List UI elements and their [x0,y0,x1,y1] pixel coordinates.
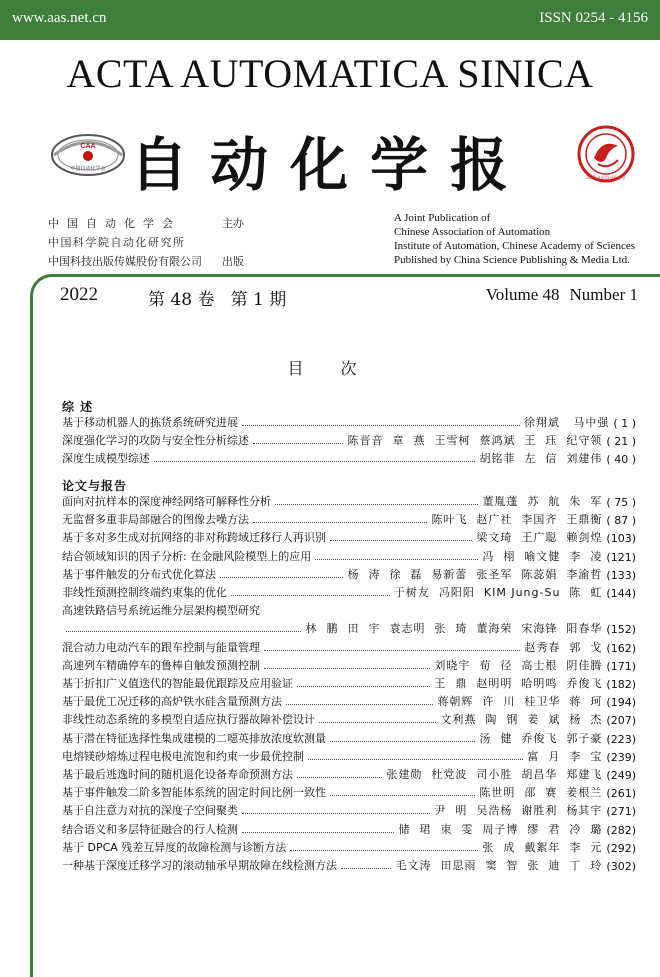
toc-entry-title: 高速铁路信号系统运维分层架构模型研究 [62,604,260,618]
toc-entry-authors: 张 成 戴絮年 李 元 [482,840,603,854]
toc-entry-authors: 赵秀春 郭 戈 [524,640,603,654]
toc-leader-dots [297,686,430,687]
toc-entry-title: 基于最优工况迁移的高炉铁水硅含量预测方法 [62,695,282,709]
toc-leader-dots [154,461,475,462]
caa-logo-subtext: 中国自动化学会 [70,166,106,172]
issue-volume-cn: 第 48 卷 第 1 期 [148,290,287,310]
toc-entry-title: 基于多对多生成对抗网络的非对称跨域迁移行人再识别 [62,531,326,545]
toc-entry[interactable] [62,564,636,582]
sponsor-role: 主办 [222,217,244,230]
toc-entry-title: 高速列车精确停车的鲁棒自触发预测控制 [62,658,260,672]
toc-entry-page: (207) [606,714,636,728]
toc-entry-page: ( 21 ) [606,435,636,449]
caa-logo-text: CAA [80,143,96,150]
toc-entry[interactable] [62,448,636,466]
toc-leader-dots [341,868,391,869]
toc-entry-authors: 尹 明 吴浩杨 谢胜利 杨其宇 [434,804,603,818]
sponsors-block [48,214,244,271]
toc-entry-authors: 胡铭菲 左 信 刘建伟 [479,452,603,466]
toc-leader-dots [330,741,475,742]
toc-entry-page: (223) [606,732,636,746]
toc-entry-title: 深度生成模型综述 [62,452,150,466]
toc-entry-authors: 蒋朝辉 许 川 桂卫华 蒋 珂 [437,695,603,709]
sponsor-row [48,252,244,271]
toc-entry[interactable] [62,527,636,545]
journal-title-en: ACTA AUTOMATICA SINICA [66,51,594,96]
toc-entry-authors: 汤 健 乔俊飞 郭子豪 [479,731,603,745]
toc-entry-authors: 刘晓宇 荀 径 高士根 阴佳腾 [434,658,603,672]
toc-entry[interactable] [62,855,636,873]
toc-entry-page: ( 1 ) [613,417,636,430]
toc-entry-authors: 林 鹏 田 宇 袁志明 张 琦 董海荣 宋海锋 阳春华 [305,622,603,636]
toc-entry-title: 结合领域知识的因子分析: 在金融风险模型上的应用 [62,549,312,563]
toc-entry[interactable] [62,491,636,509]
toc-entry-page: (261) [606,787,636,801]
joint-publication-line: Institute of Automation, Chinese Academy of Sciences [394,240,636,252]
toc-entry-authors: 富 月 李 宝 [527,749,603,763]
toc-entry[interactable] [62,782,636,800]
toc-leader-dots [330,795,475,796]
toc-entry-authors: 陈世明 邵 赛 姜根兰 [479,786,603,800]
toc-entry-authors: 陈晋音 章 燕 王雪柯 蔡鸿斌 王 珏 纪守领 [347,434,603,448]
toc-entry[interactable] [62,837,636,855]
joint-publication-line: A Joint Publication of [394,212,491,224]
toc-entry[interactable] [62,673,636,691]
toc-leader-dots [308,759,523,760]
toc-entry-page: (144) [606,587,636,600]
toc-entry[interactable] [62,430,636,448]
toc-entry-title: 面向对抗样本的深度神经网络可解释性分析 [62,495,271,508]
toc-entry-page: (194) [606,696,636,710]
toc-leader-dots [297,777,382,778]
number-en: Number 1 [569,285,638,304]
toc-leader-dots [231,595,390,596]
toc-leader-dots [220,577,343,578]
toc-entry-page: (162) [606,641,636,655]
sponsor-org: 中国自动化学会 [48,217,181,230]
volume-en: Volume 48 [485,285,560,304]
sponsor-org: 中国科技出版传媒股份有限公司 [48,255,202,268]
toc-entry-authors: 徐翔斌 马中强 [523,416,610,429]
toc-leader-dots [286,704,433,705]
anniversary-logo-text: 2021·中国自动化学会 [586,175,626,180]
toc-leader-dots [290,850,478,851]
sponsor-row [48,233,244,252]
toc-entry-page: (121) [606,550,636,564]
top-bar [0,0,660,40]
toc-entry-title: 深度强化学习的攻防与安全性分析综述 [62,434,249,448]
toc-leader-dots [319,722,436,723]
sponsor-row [48,214,244,233]
toc-leader-dots [242,813,430,814]
toc-entry-authors: 梁文琦 王广聪 赖剑煌 [476,531,603,545]
toc-leader-dots [275,504,478,505]
toc-entry[interactable] [62,691,636,709]
issue-volume-en [476,285,638,305]
toc-entry[interactable] [62,764,636,782]
toc-entry-title: 基于潜在特征选择性集成建模的二噁英排放浓度软测量 [62,731,326,745]
issue-year: 2022 [60,284,98,305]
toc-leader-dots [264,650,520,651]
toc-entry-title: 基于事件触发的分布式优化算法 [62,567,216,581]
toc-entry[interactable] [62,800,636,818]
toc-entry[interactable] [62,637,636,655]
toc-entry-title: 基于事件触发二阶多智能体系统的固定时间比例一致性 [62,786,326,800]
joint-publication [394,211,635,267]
toc-entry-title: 混合动力电动汽车的跟车控制与能量管理 [62,640,260,654]
toc-leader-dots [242,425,520,426]
toc-entry-title: 一种基于深度迁移学习的滚动轴承早期故障在线检测方法 [62,859,337,872]
toc-leader-dots [315,559,478,560]
toc-entry-page: (103) [606,532,636,546]
issn-number: ISSN 0254 - 4156 [539,10,648,26]
toc-entry-title: 结合语义和多层特征融合的行人检测 [62,822,238,836]
toc-entry-page: (152) [606,623,636,637]
toc-entry-title: 无监督多重非局部融合的图像去噪方法 [62,513,249,527]
toc-entry-page: (171) [606,659,636,673]
sponsor-role: 出版 [222,255,244,268]
toc-entry-page: ( 75 ) [606,496,636,509]
toc-entry-authors: 毛文涛 田思雨 窦 智 张 迪 丁 玲 [395,859,603,872]
journal-title-cn: 自动化学报 [129,131,530,199]
toc-entry-title: 基于折扣广义值迭代的智能最优跟踪及应用验证 [62,677,293,690]
toc-entry-title: 基于移动机器人的拣货系统研究进展 [62,416,238,429]
toc-entry-authors: 于树友 冯阳阳 KIM Jung-Su 陈 虹 [393,586,603,599]
toc-entry[interactable] [62,819,636,837]
toc-entry-authors: 杨 涛 徐 磊 易新蕾 张圣军 陈蕊娟 李渝哲 [347,567,603,581]
toc-entry[interactable] [62,509,636,527]
joint-publication-line: Published by China Science Publishing & Media Ltd. [394,254,630,266]
toc-entry[interactable] [62,412,636,430]
toc-entry[interactable] [62,746,636,764]
toc-entry[interactable] [62,618,636,636]
toc-entry-title: 非线性动态系统的多模型自适应执行器故障补偿设计 [62,713,315,727]
toc-leader-dots [330,540,472,541]
section-heading: 论文与报告 [62,479,128,493]
toc-entry-authors: 王 鼎 赵明明 哈明鸣 乔俊飞 [434,677,603,690]
toc-entry-page: (282) [606,823,636,837]
toc-entry-page: (239) [606,750,636,764]
toc-entry-authors: 张建勋 杜党波 司小胜 胡昌华 郑建飞 [386,768,603,781]
toc-leader-dots [66,631,301,632]
toc-entry-title: 基于自注意力对抗的深度子空间聚类 [62,804,238,818]
toc-entry-page: (182) [606,678,636,691]
toc-entry-page: (271) [606,805,636,819]
sponsor-org: 中国科学院自动化研究所 [48,236,186,249]
toc-entry-page: (292) [606,841,636,855]
toc-entry-authors: 董胤蓬 苏 航 朱 军 [482,495,603,508]
toc-entry[interactable] [62,582,636,600]
toc-entry[interactable] [62,600,636,618]
toc-entry-title: 基于最后逃逸时间的随机退化设备寿命预测方法 [62,768,293,781]
toc-entry[interactable] [62,728,636,746]
toc-entry-page: ( 87 ) [606,514,636,528]
toc-entry-authors: 冯 栩 喻文健 李 凌 [482,549,603,563]
toc-entry-title: 非线性预测控制终端约束集的优化 [62,586,227,599]
toc-entry-page: (249) [606,769,636,782]
toc-leader-dots [242,832,394,833]
website-url[interactable]: www.aas.net.cn [12,10,107,26]
toc-entry-title: 基于 DPCA 残差互异度的故障检测与诊断方法 [62,840,287,854]
toc-entry[interactable] [62,709,636,727]
toc-entry-authors: 储 珺 束 雯 周子博 缪 君 冷 璐 [398,822,603,836]
toc-entry-page: (302) [606,860,636,873]
toc-entry[interactable] [62,546,636,564]
toc-leader-dots [264,668,430,669]
toc-entry-authors: 陈叶飞 赵广社 李国齐 王鼎衡 [431,513,603,527]
toc-leader-dots [253,443,343,444]
toc-title: 目 次 [287,359,373,378]
section-heading: 综 述 [62,400,94,414]
toc-entry-title: 电熔镁砂熔炼过程电极电流饱和约束一步最优控制 [62,749,304,763]
toc-entry-page: (133) [606,568,636,582]
joint-publication-line: Chinese Association of Automation [394,226,551,238]
anniversary-logo-icon [576,124,636,184]
toc-entry[interactable] [62,655,636,673]
toc-entry-page: ( 40 ) [606,453,636,467]
toc-entry-authors: 文利燕 陶 钢 姜 斌 杨 杰 [440,713,603,727]
toc-leader-dots [253,522,427,523]
